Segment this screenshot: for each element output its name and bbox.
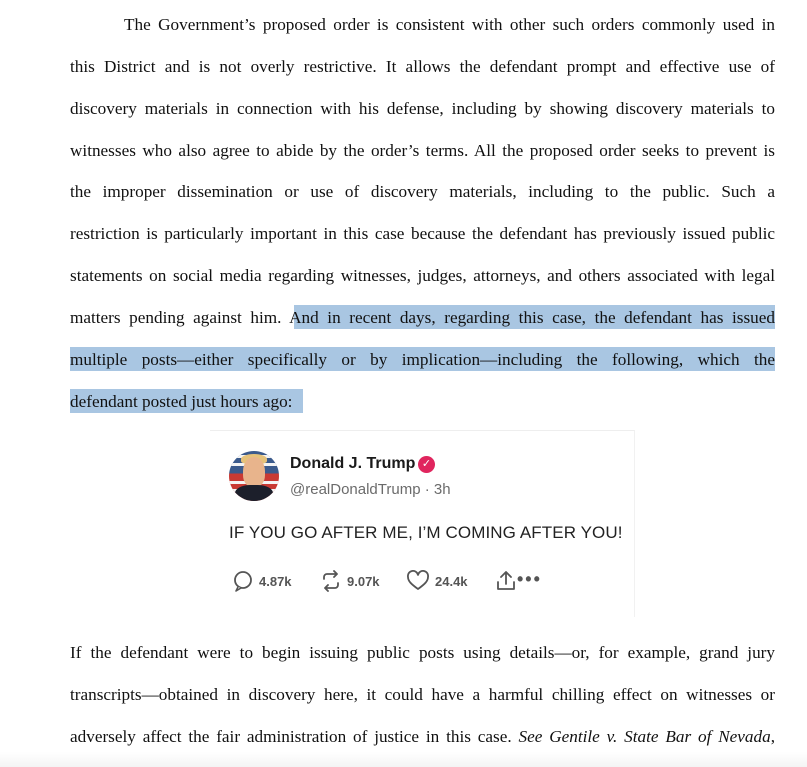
page-bottom-edge: [0, 752, 807, 767]
more-options-icon: •••: [517, 569, 542, 589]
paragraph1-line-5: the improper dissemination or use of discovery materials, including to the public. Such a: [70, 182, 775, 201]
paragraph1-line-4: witnesses who also agree to abide by the order’s terms. All the proposed order seeks to prevent is: [70, 141, 775, 160]
line8-highlighted-text[interactable]: And in recent days, regarding this case, the defendant has issued: [289, 308, 775, 327]
reply-count: 4.87k: [259, 573, 292, 589]
line8-plain-text: matters pending against him.: [70, 308, 290, 327]
paragraph2-line-3: [70, 726, 775, 748]
paragraph1-line-6: restriction is particularly important in this case because the defendant has previously issued public: [70, 224, 775, 243]
paragraph2-line-1: If the defendant were to begin issuing public posts using details—or, for example, grand jury: [70, 643, 775, 662]
like-count: 24.4k: [435, 573, 468, 589]
repost-count: 9.07k: [347, 573, 380, 589]
like-action: [406, 569, 468, 593]
paragraph1-line-2: this District and is not overly restrictive. It allows the defendant prompt and effective use of: [70, 57, 775, 76]
paragraph1-line-3: discovery materials in connection with his defense, including by showing discovery materials to: [70, 99, 775, 118]
case-citation: See Gentile v. State Bar of Nevada: [518, 727, 771, 746]
paragraph1-line-1: The Government’s proposed order is consistent with other such orders commonly used in: [124, 15, 775, 34]
share-icon: [495, 570, 517, 592]
last-line-plain: adversely affect the fair administration of justice in this case.: [70, 727, 519, 746]
share-action: [495, 569, 517, 593]
post-text: IF YOU GO AFTER ME, I’M COMING AFTER YOU!: [229, 523, 623, 542]
reply-action: [232, 569, 292, 593]
verified-badge-icon: ✓: [418, 456, 435, 473]
paragraph1-line-7: statements on social media regarding witnesses, judges, attorneys, and others associated with legal: [70, 266, 775, 285]
paragraph1-line-9[interactable]: multiple posts—either specifically or by implication—including the following, which the: [70, 350, 775, 369]
last-line-end: ,: [770, 727, 776, 746]
embedded-post: [210, 430, 635, 617]
paragraph1-line-8: [70, 307, 775, 329]
paragraph1-line-10[interactable]: defendant posted just hours ago:: [70, 392, 293, 411]
repost-action: [320, 569, 380, 593]
author-handle-time: @realDonaldTrump · 3h: [290, 481, 451, 498]
author-avatar: [229, 451, 279, 501]
heart-icon: [406, 570, 430, 592]
paragraph2-line-2: transcripts—obtained in discovery here, it could have a harmful chilling effect on witnesses or: [70, 685, 775, 704]
author-name: Donald J. Trump: [290, 455, 416, 472]
repost-icon: [320, 570, 342, 592]
reply-icon: [232, 570, 254, 592]
